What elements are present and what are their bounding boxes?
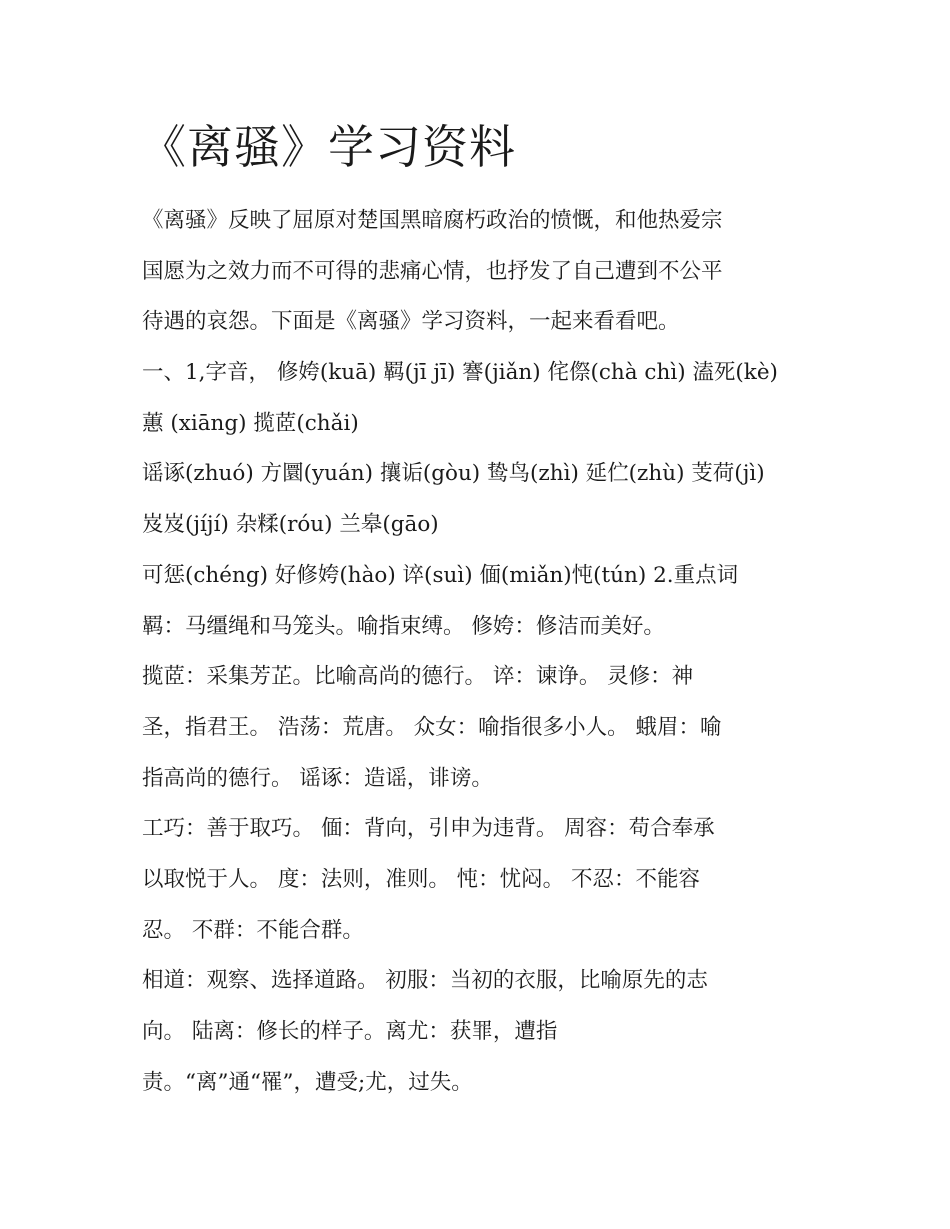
- text-line: 国愿为之效力而不可得的悲痛心情，也抒发了自己遭到不公平: [142, 258, 723, 284]
- text-line: 向。 陆离：修长的样子。离尤：获罪，遭指: [142, 1019, 558, 1044]
- document-body: [142, 196, 832, 1108]
- document-title: 《离骚》学习资料: [140, 120, 516, 174]
- text-line: 待遇的哀怨。下面是《离骚》学习资料，一起来看看吧。: [142, 309, 680, 335]
- text-line: 指高尚的德行。 谣诼：造谣，诽谤。: [142, 765, 493, 791]
- text-line: 相道：观察、选择道路。 初服：当初的衣服，比喻原先的志: [142, 968, 708, 994]
- text-line: 蕙 (xiāng) 揽茝(chǎi): [142, 410, 359, 436]
- text-line: 羁：马缰绳和马笼头。喻指束缚。 修姱：修洁而美好。: [142, 613, 665, 639]
- text-line: 圣，指君王。 浩荡：荒唐。 众女：喻指很多小人。 蛾眉：喻: [142, 714, 722, 740]
- text-line: 以取悦于人。 度：法则，准则。 忳：忧闷。 不忍：不能容: [142, 866, 701, 892]
- text-line: 揽茝：采集芳芷。比喻高尚的德行。 谇：谏诤。 灵修：神: [142, 664, 694, 690]
- text-line: 可惩(chéng) 好修姱(hào) 谇(suì) 偭(miǎn)忳(tún) 2.重点词: [142, 562, 739, 588]
- text-line: 谣诼(zhuó) 方圜(yuán) 攘诟(gòu) 鸷鸟(zhì) 延伫(zhù) 芰荷(jì): [142, 461, 765, 487]
- text-line: 岌岌(jíjí) 杂糅(róu) 兰皋(gāo): [142, 512, 439, 538]
- text-line: 忍。 不群：不能合群。: [142, 917, 364, 943]
- text-line: 工巧：善于取巧。 偭：背向，引申为违背。 周容：苟合奉承: [142, 816, 715, 842]
- text-line: 《离骚》反映了屈原对楚国黑暗腐朽政治的愤慨，和他热爱宗: [142, 208, 723, 233]
- text-line: 责。“离”通“罹”，遭受;尤，过失。: [142, 1069, 473, 1095]
- text-line: 一、1,字音， 修姱(kuā) 羁(jī jī) 謇(jiǎn) 侘傺(chà chì) 溘死(kè): [142, 360, 778, 386]
